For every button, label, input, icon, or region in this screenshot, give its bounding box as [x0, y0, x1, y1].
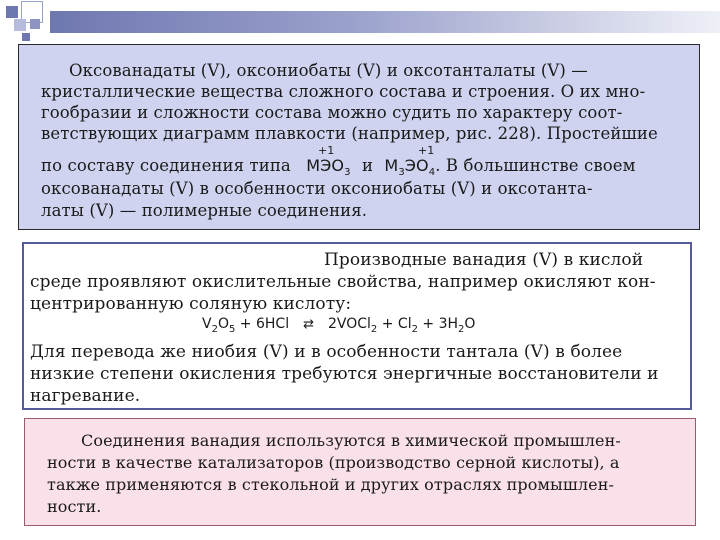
oxidation-state-label: +1 — [418, 144, 435, 157]
equation-lhs — [202, 316, 294, 335]
decor-square — [22, 33, 30, 41]
decor-square — [14, 19, 26, 31]
text-line: гообразии и сложности состава можно судить по характеру соот- — [41, 103, 623, 122]
formula-subscript: 2 — [458, 323, 465, 335]
chemical-equation — [202, 316, 475, 335]
text-line: среде проявляют окислительные свойства, например окисляют кон- — [30, 272, 656, 292]
formula-text: 2VOCl — [323, 316, 371, 332]
formula-text: V — [202, 316, 212, 332]
text-fragment: . В большинстве своем — [435, 156, 636, 175]
formula-subscript: 5 — [228, 323, 236, 335]
formula-m3eo4: $М_3ЭО_4$ — [384, 156, 436, 179]
text-panel-1 — [18, 44, 700, 230]
formula-subscript: 2 — [211, 323, 218, 335]
text-line: ности в качестве катализаторов (производство серной кислоты), а — [47, 453, 620, 472]
text-line: Соединения ванадия используются в химической промышлен- — [81, 431, 621, 450]
text-panel-2 — [22, 242, 692, 410]
formula-subscript: 2 — [411, 323, 418, 335]
text-line: оксованадаты (V) в особенности оксониобаты (V) и оксотанта- — [41, 179, 593, 198]
text-line: латы (V) — полимерные соединения. — [41, 201, 368, 220]
formula-text: + Cl — [377, 316, 412, 332]
text-fragment: по составу соединения типа — [41, 156, 291, 175]
text-line: ности. — [47, 497, 102, 516]
equilibrium-arrow-icon: ⇄ — [303, 317, 314, 332]
decor-square — [6, 6, 18, 18]
formula-text: + 6HCl — [235, 316, 294, 332]
title-bar — [50, 11, 720, 33]
text-line: Оксованадаты (V), оксониобаты (V) и оксотанталаты (V) — — [69, 61, 588, 80]
formula-subscript: 2 — [370, 323, 378, 335]
text-line: также применяются в стекольной и других отраслях промышлен- — [47, 475, 614, 494]
formula-meo3: $МЭО_3$ — [306, 156, 351, 179]
text-panel-3 — [24, 418, 696, 526]
text-line: кристаллические вещества сложного состава и строения. О их мно- — [41, 82, 646, 101]
equation-rhs — [323, 316, 476, 335]
text-line: Производные ванадия (V) в кислой — [324, 250, 644, 270]
text-fragment: и — [361, 156, 374, 175]
formula-text: + 3H — [417, 316, 459, 332]
decor-square — [30, 19, 40, 29]
text-line: нагревание. — [30, 386, 141, 406]
formula-text: O — [217, 316, 229, 332]
oxidation-state-label: +1 — [318, 144, 335, 157]
text-line: центрированную соляную кислоту: — [30, 294, 352, 314]
text-line: низкие степени окисления требуются энергичные восстановители и — [30, 364, 659, 384]
text-line: Для перевода же ниобия (V) и в особенности тантала (V) в более — [30, 342, 623, 362]
formula-text: O — [464, 316, 476, 332]
formula-line — [41, 156, 636, 178]
text-line: ветствующих диаграмм плавкости (например, рис. 228). Простейшие — [41, 124, 658, 143]
